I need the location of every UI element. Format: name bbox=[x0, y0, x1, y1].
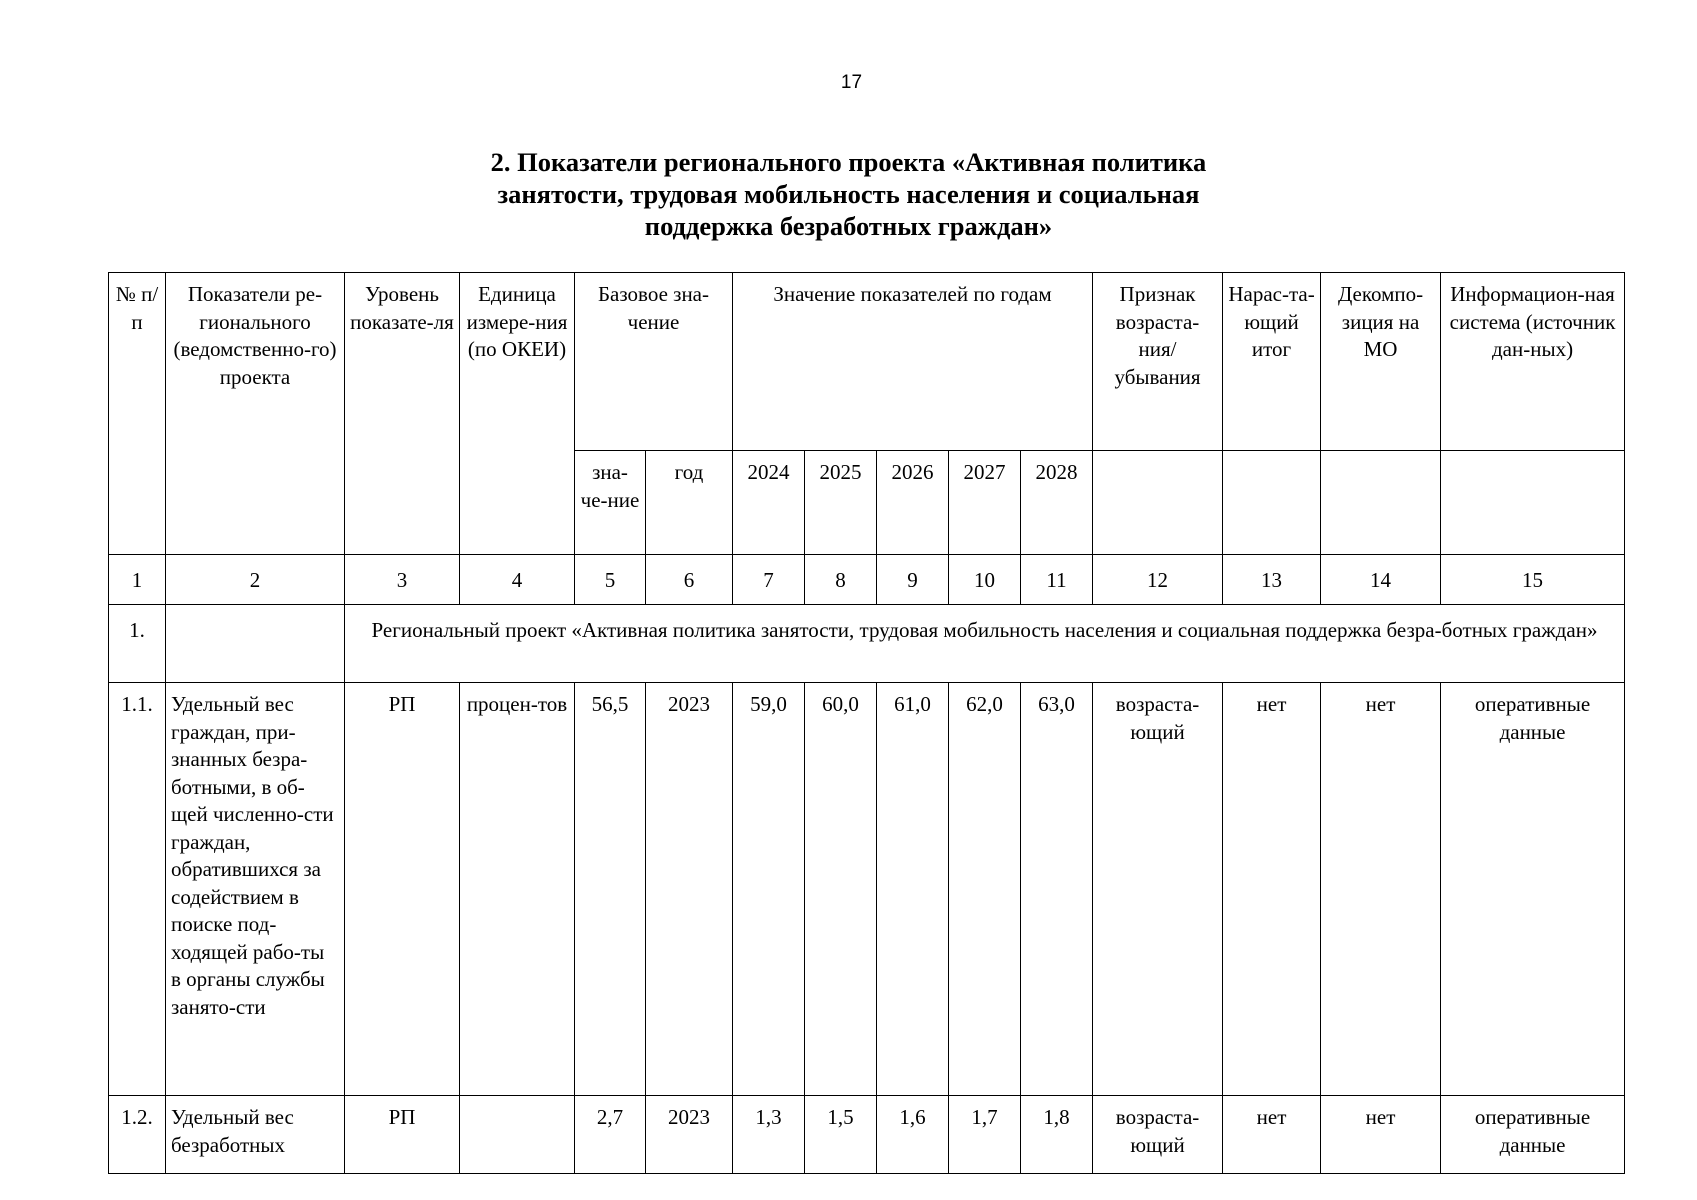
row-value-2024: 59,0 bbox=[733, 683, 805, 1096]
header-year: 2025 bbox=[805, 451, 877, 555]
row-level: РП bbox=[345, 683, 460, 1096]
header-year: 2026 bbox=[877, 451, 949, 555]
column-number: 14 bbox=[1321, 555, 1441, 605]
title-line: 2. Показатели регионального проекта «Активная политика bbox=[490, 147, 1207, 177]
header-unit: Единица измере-ния (по ОКЕИ) bbox=[460, 273, 575, 555]
empty-cell bbox=[1441, 451, 1625, 555]
row-indicator: Удельный вес безработных bbox=[166, 1096, 345, 1174]
table-row bbox=[109, 683, 1625, 1096]
row-value-2025: 60,0 bbox=[805, 683, 877, 1096]
row-base-year: 2023 bbox=[646, 1096, 733, 1174]
column-number: 13 bbox=[1223, 555, 1321, 605]
title-line: поддержка безработных граждан» bbox=[644, 211, 1053, 241]
empty-cell bbox=[1321, 451, 1441, 555]
header-trend: Признак возраста-ния/ убывания bbox=[1093, 273, 1223, 451]
row-decomposition: нет bbox=[1321, 1096, 1441, 1174]
row-base-value: 2,7 bbox=[575, 1096, 646, 1174]
column-number: 4 bbox=[460, 555, 575, 605]
row-indicator: Удельный вес граждан, при-знанных безра-ботными, в об-щей численно-сти граждан, обратившихся за содействием в поиске под-ходящей рабо-ты в органы службы занято-сти bbox=[166, 683, 345, 1096]
document-title bbox=[0, 146, 1697, 242]
row-value-2024: 1,3 bbox=[733, 1096, 805, 1174]
column-number: 6 bbox=[646, 555, 733, 605]
row-unit: процен-тов bbox=[460, 683, 575, 1096]
empty-cell bbox=[1223, 451, 1321, 555]
column-numbers-row bbox=[109, 555, 1625, 605]
row-value-2027: 1,7 bbox=[949, 1096, 1021, 1174]
table-row bbox=[109, 1096, 1625, 1174]
row-info-system: оперативные данные bbox=[1441, 683, 1625, 1096]
column-number: 1 bbox=[109, 555, 166, 605]
row-value-2027: 62,0 bbox=[949, 683, 1021, 1096]
column-number: 9 bbox=[877, 555, 949, 605]
header-year: 2024 bbox=[733, 451, 805, 555]
header-row bbox=[109, 273, 1625, 451]
header-indicator: Показатели ре-гионального (ведомственно-го) проекта bbox=[166, 273, 345, 555]
row-base-value: 56,5 bbox=[575, 683, 646, 1096]
header-decomposition: Декомпо-зиция на МО bbox=[1321, 273, 1441, 451]
header-info-system: Информацион-ная система (источник дан-ных) bbox=[1441, 273, 1625, 451]
column-number: 7 bbox=[733, 555, 805, 605]
row-value-2026: 1,6 bbox=[877, 1096, 949, 1174]
empty-cell bbox=[166, 605, 345, 683]
section-num: 1. bbox=[109, 605, 166, 683]
row-level: РП bbox=[345, 1096, 460, 1174]
row-cumulative: нет bbox=[1223, 683, 1321, 1096]
column-number: 15 bbox=[1441, 555, 1625, 605]
column-number: 5 bbox=[575, 555, 646, 605]
row-trend: возраста-ющий bbox=[1093, 1096, 1223, 1174]
row-value-2028: 1,8 bbox=[1021, 1096, 1093, 1174]
header-base: Базовое зна-чение bbox=[575, 273, 733, 451]
column-number: 11 bbox=[1021, 555, 1093, 605]
row-base-year: 2023 bbox=[646, 683, 733, 1096]
column-number: 8 bbox=[805, 555, 877, 605]
row-info-system: оперативные данные bbox=[1441, 1096, 1625, 1174]
column-number: 12 bbox=[1093, 555, 1223, 605]
row-unit bbox=[460, 1096, 575, 1174]
column-number: 2 bbox=[166, 555, 345, 605]
header-level: Уровень показате-ля bbox=[345, 273, 460, 555]
row-num: 1.1. bbox=[109, 683, 166, 1096]
row-trend: возраста-ющий bbox=[1093, 683, 1223, 1096]
row-cumulative: нет bbox=[1223, 1096, 1321, 1174]
section-title: Региональный проект «Активная политика занятости, трудовая мобильность населения и социальная поддержка безра-ботных граждан» bbox=[345, 605, 1625, 683]
title-line: занятости, трудовая мобильность населения и социальная bbox=[497, 179, 1200, 209]
empty-cell bbox=[1093, 451, 1223, 555]
header-values-by-year: Значение показателей по годам bbox=[733, 273, 1093, 451]
row-num: 1.2. bbox=[109, 1096, 166, 1174]
row-value-2025: 1,5 bbox=[805, 1096, 877, 1174]
column-number: 10 bbox=[949, 555, 1021, 605]
indicators-table bbox=[108, 272, 1625, 1174]
section-row bbox=[109, 605, 1625, 683]
column-number: 3 bbox=[345, 555, 460, 605]
header-base-year: год bbox=[646, 451, 733, 555]
header-base-value: зна-че-ние bbox=[575, 451, 646, 555]
page-number: 17 bbox=[840, 72, 863, 93]
row-decomposition: нет bbox=[1321, 683, 1441, 1096]
row-value-2028: 63,0 bbox=[1021, 683, 1093, 1096]
header-num: № п/п bbox=[109, 273, 166, 555]
header-year: 2028 bbox=[1021, 451, 1093, 555]
header-cumulative: Нарас-та-ющий итог bbox=[1223, 273, 1321, 451]
row-value-2026: 61,0 bbox=[877, 683, 949, 1096]
header-year: 2027 bbox=[949, 451, 1021, 555]
